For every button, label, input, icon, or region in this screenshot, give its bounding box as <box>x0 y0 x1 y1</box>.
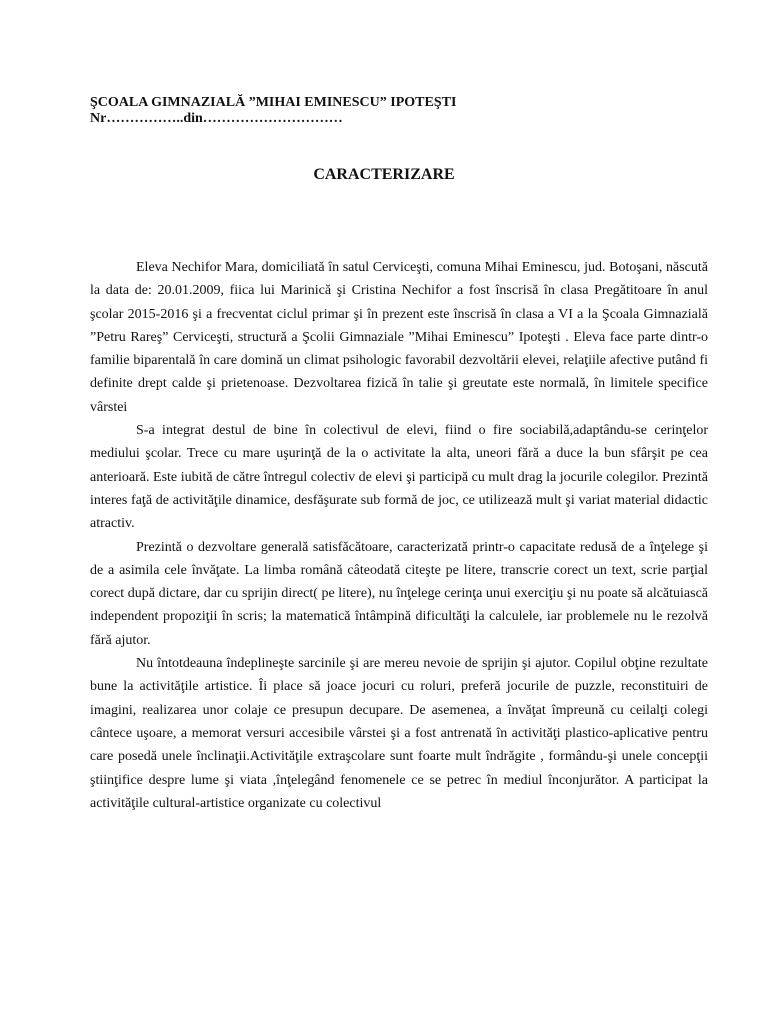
registration-number-line: Nr……………..din………………………… <box>90 111 343 126</box>
document-header <box>90 95 690 127</box>
paragraph-activities: Nu întotdeauna îndeplineşte sarcinile şi are mereu nevoie de sprijin şi ajutor. Copilul obţine rezultate bune la activităţile artistice. Îi place să joace jocuri cu roluri, preferă jocurile de puzzle, reconstituiri de imagini, realizarea unor colaje ce presupun decupare. De asemenea, a învăţat împreună cu ceilalţi colegi cântece uşoare, a memorat versuri accesibile vârstei şi a fost antrenată în activităţi plastico-aplicative pentru care posedă unele înclinaţii.Activităţile extraşcolare sunt foarte mult îndrăgite , formându-şi unele concepţii ştiinţifice despre lume şi viata ,înţelegând fenomenele ce se petrec în mediul înconjurător. A participat la activităţile cultural-artistice organizate cu colectivul <box>90 656 708 811</box>
document-body <box>90 256 708 815</box>
paragraph-integration: S-a integrat destul de bine în colectivul de elevi, fiind o fire sociabilă,adaptându-se cerinţelor mediului şcolar. Trece cu mare uşurinţă de la o activitate la alta, uneori fără a duce la bun sfârşit pe cea anterioară. Este iubită de către întregul colectiv de elevi şi participă cu mult drag la jocurile colegilor. Prezintă interes faţă de activităţile dinamice, desfăşurate sub formă de joc, ce utilizează mult şi variat material didactic atractiv. <box>90 423 708 532</box>
paragraph-personal-data: Eleva Nechifor Mara, domiciliată în satul Cerviceşti, comuna Mihai Eminescu, jud. Botoşani, născută la data de: 20.01.2009, fiica lui Marinică şi Cristina Nechifor a fost înscrisă în clasa Pregătitoare în anul şcolar 2015-2016 şi a frecventat ciclul primar şi în prezent este înscrisă în clasa a VI a la Şcoala Gimnazială ”Petru Rareş” Cerviceşti, structură a Şcolii Gimnaziale ”Mihai Eminescu” Ipoteşti . Eleva face parte dintr-o familie biparentală în care domină un climat psihologic favorabil dezvoltării elevei, relaţiile afective putând fi definite drept calde şi prietenoase. Dezvoltarea fizică în talie şi greutate este normală, în limitele specifice vârstei <box>90 260 708 415</box>
paragraph-learning: Prezintă o dezvoltare generală satisfăcătoare, caracterizată printr-o capacitate redusă de a înţelege şi de a asimila cele învăţate. La limba română câteodată citeşte pe litere, transcrie corect un text, scrie parţial corect după dictare, dar cu sprijin direct( pe litere), nu înţelege cerinţa unui exerciţiu şi nu poate să alcătuiască independent propoziţii în scris; la matematică întâmpină dificultăţi la calculele, iar problemele nu le rezolvă fără ajutor. <box>90 539 708 648</box>
school-name: ŞCOALA GIMNAZIALĂ ”MIHAI EMINESCU” IPOTEŞTI <box>90 95 457 110</box>
document-title: CARACTERIZARE <box>313 166 455 183</box>
